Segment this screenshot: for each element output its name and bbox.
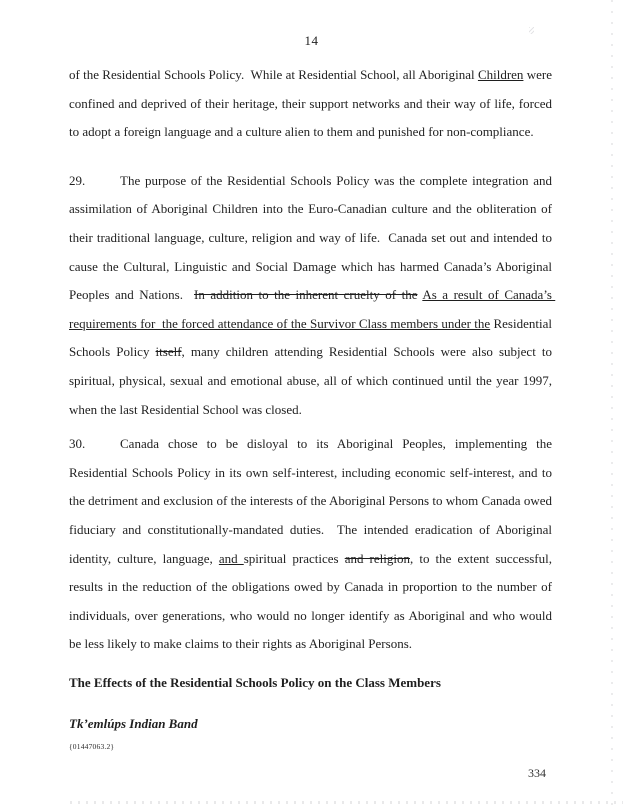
text-segment: Canada chose to be disloyal to its Aboriginal Peoples, implementing the Residential Schools Policy in its own self-interest, including economic self-interest, and to the detriment and exclusion of the interests of the Aboriginal Persons to whom Canada owed fiduciary and constitutionally-mandated duties. The intended eradication of Aboriginal identity, culture, language,	[69, 436, 556, 566]
text-segment-underline: As a result of Canada’s requirements for the forced attendance of the Survivor Class members under the	[69, 287, 556, 331]
section-heading-effects: The Effects of the Residential Schools Policy on the Class Members	[69, 674, 441, 690]
paragraph-30-text	[69, 436, 555, 651]
scan-noise-right-edge	[611, 0, 613, 807]
text-segment: , to the extent successful, results in the reduction of the obligations owed by Canada in proportion to the number of individuals, over generations, who would no longer identify as Aboriginal and who would be less likely to make claims to their rights as Aboriginal Persons.	[69, 550, 556, 652]
paragraph-intro	[69, 61, 556, 147]
paragraph-30	[69, 430, 556, 659]
text-segment-underline: and	[218, 550, 244, 566]
page-number-bottom: 334	[528, 766, 546, 780]
scan-noise-bottom-edge	[70, 801, 623, 804]
scan-artifact-speck	[529, 27, 534, 34]
paragraph-29-text	[69, 173, 555, 417]
text-segment: spiritual practices	[243, 550, 345, 566]
text-segment-strike: itself	[155, 344, 182, 360]
text-segment-underline: Children	[477, 67, 524, 82]
paragraph-30-number: 30.	[69, 436, 86, 452]
text-segment: of the Residential Schools Policy. While at Residential School, all Aboriginal	[69, 67, 478, 82]
text-segment-strike: In addition to the inherent cruelty of the	[194, 287, 418, 303]
text-segment: were confined and deprived of their heritage, their support networks and their way of life, forced to adopt a foreign language and a culture alien to them and punished for non-compliance.	[69, 67, 556, 140]
text-segment: Residential Schools Policy	[69, 315, 556, 360]
page-number-top: 14	[304, 33, 319, 48]
text-segment-strike: and religion	[344, 550, 410, 566]
document-id-footer: {01447063.2}	[69, 742, 115, 752]
subsection-heading-tkemlups: Tk’emlúps Indian Band	[69, 716, 198, 732]
text-segment: , many children attending Residential Schools were also subject to spiritual, physical, sexual and emotional abuse, all of which continued until the year 1997, when the last Residential School was closed.	[69, 344, 556, 417]
text-segment: The purpose of the Residential Schools Policy was the complete integration and assimilation of Aboriginal Children into the Euro-Canadian culture and the obliteration of their traditional language, culture, religion and way of life. Canada set out and intended to cause the Cultural, Linguistic and Social Damage which has harmed Canada’s Aboriginal Peoples and Nations.	[69, 172, 556, 303]
document-content	[69, 61, 556, 752]
paragraph-29	[69, 167, 556, 424]
paragraph-29-number: 29.	[69, 172, 86, 188]
